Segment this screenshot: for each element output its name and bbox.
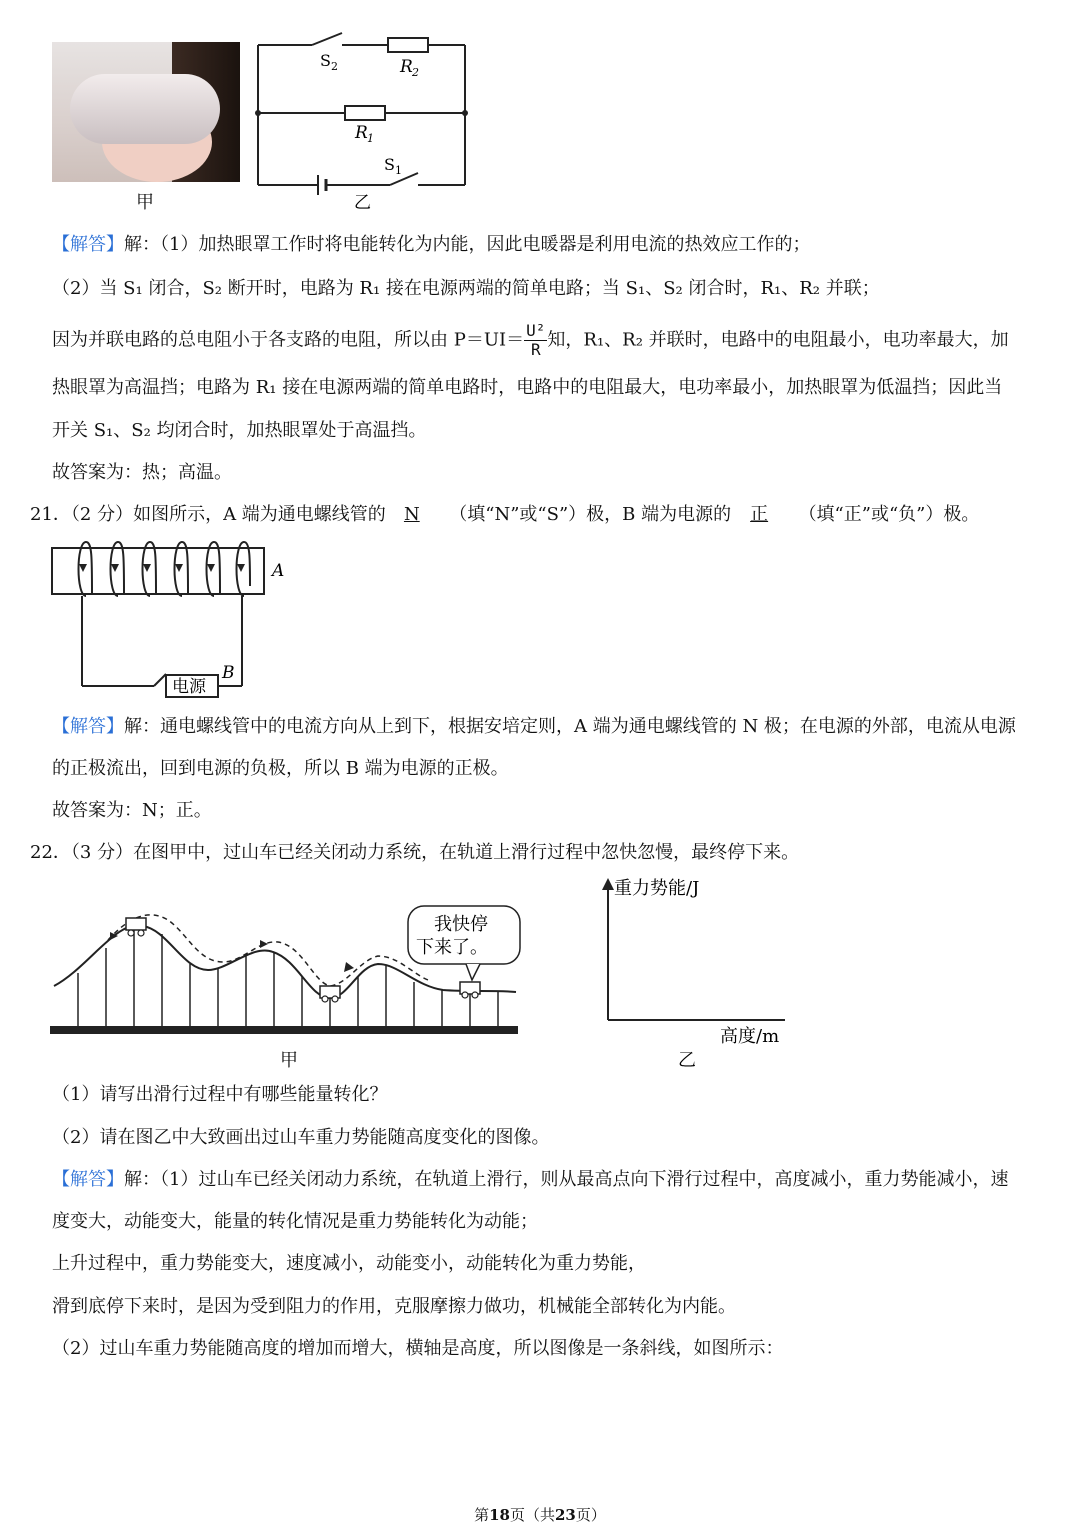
q22-solution-line-1 (52, 1167, 1008, 1193)
page-footer (0, 1504, 1080, 1525)
q22-text-1: 解：（1）过山车已经关闭动力系统，在轨道上滑行，则从最高点向下滑行过程中，高度减小，重力势能减小，速 (124, 1169, 1009, 1190)
answer-tag: 【解答】 (52, 234, 124, 255)
q20-solution-line-3 (52, 322, 1009, 359)
power-formula-fraction (524, 322, 547, 359)
fraction-denominator: R (530, 340, 541, 359)
q22-solution-line-5: （2）过山车重力势能随高度的增加而增大，横轴是高度，所以图像是一条斜线，如图所示： (52, 1338, 784, 1359)
q21-solution-line-1 (52, 714, 1016, 740)
bubble-line-2: 下来了。 (416, 937, 488, 958)
fraction-numerator: U² (526, 321, 546, 340)
junction-right (462, 110, 468, 116)
q21-answer: 故答案为：N；正。 (52, 800, 212, 821)
fig-jia-caption: 甲 (136, 192, 154, 213)
q20-solution-line-5: 开关 S₁、S₂ 均闭合时，加热眼罩处于高温挡。 (52, 420, 427, 441)
q22-solution-line-2: 度变大，动能变大，能量的转化情况是重力势能转化为动能； (52, 1211, 538, 1232)
q22-part-2: （2）请在图乙中大致画出过山车重力势能随高度变化的图像。 (52, 1127, 550, 1148)
footer-middle: 页（共 (509, 1506, 555, 1524)
battery-end-b-label: B (222, 663, 235, 683)
footer-suffix: 页） (575, 1506, 606, 1524)
resistor-r1-label: R (355, 123, 368, 143)
q21-stem-c: （填“正”或“负”）极。 (798, 504, 980, 525)
y-axis-label: 重力势能/J (614, 878, 700, 899)
q20-text-3b: 知，R₁、R₂ 并联时，电路中的电阻最小，电功率最大，加 (547, 329, 1009, 351)
q21-stem (30, 502, 979, 528)
x-axis-label: 高度/m (720, 1026, 780, 1047)
solenoid-diagram (48, 538, 298, 700)
q21-stem-a: 21．（2 分）如图所示，A 端为通电螺线管的 (30, 504, 386, 525)
answer-tag: 【解答】 (52, 716, 124, 737)
q20-text-1: 解：（1）加热眼罩工作时将电能转化为内能，因此电暖器是利用电流的热效应工作的； (124, 234, 811, 255)
switch-s2-sub: 2 (331, 60, 338, 73)
footer-prefix: 第 (474, 1506, 490, 1524)
q22-stem: 22．（3 分）在图甲中，过山车已经关闭动力系统，在轨道上滑行过程中忽快忽慢，最终停下来。 (30, 842, 800, 863)
answer-tag: 【解答】 (52, 1169, 124, 1190)
energy-height-axes (590, 872, 810, 1072)
q21-blank-2: 正 (750, 504, 769, 525)
q22-solution-line-4: 滑到底停下来时，是因为受到阻力的作用，克服摩擦力做功，机械能全部转化为内能。 (52, 1296, 736, 1317)
switch-s1-label: S (384, 155, 395, 174)
q21-solution-line-2: 的正极流出，回到电源的负极，所以 B 端为电源的正极。 (52, 758, 509, 779)
total-pages: 23 (555, 1506, 576, 1524)
switch-s2-label: S (320, 51, 331, 70)
q22-part-1: （1）请写出滑行过程中有哪些能量转化？ (52, 1084, 388, 1105)
q20-text-3a: 因为并联电路的总电阻小于各支路的电阻，所以由 P＝UI＝ (52, 329, 525, 351)
eye-mask-photo (52, 42, 240, 182)
fig-yi-caption-2: 乙 (678, 1050, 696, 1071)
solenoid-end-a-label: A (272, 561, 285, 581)
bubble-line-1: 我快停 (434, 914, 488, 935)
fig-yi-caption: 乙 (354, 193, 371, 213)
eye-mask-shape (70, 74, 220, 144)
page-number: 18 (489, 1506, 510, 1524)
q21-stem-b: （填“N”或“S”）极，B 端为电源的 (449, 504, 732, 525)
q21-blank-1: N (403, 504, 420, 525)
fig-jia-caption-2: 甲 (280, 1050, 298, 1071)
q20-answer: 故答案为：热；高温。 (52, 462, 232, 483)
switch-s1-sub: 1 (395, 164, 402, 177)
q20-solution-line-4: 热眼罩为高温挡；电路为 R₁ 接在电源两端的简单电路时，电路中的电阻最大，电功率最小，加热眼罩为低温挡；因此当 (52, 377, 1003, 398)
resistor-r2-label: R (400, 57, 413, 77)
q22-solution-line-3: 上升过程中，重力势能变大，速度减小，动能变小，动能转化为重力势能， (52, 1253, 646, 1274)
q21-text-1: 解：通电螺线管中的电流方向从上到下，根据安培定则，A 端为通电螺线管的 N 极；在电源的外部，电流从电源 (124, 716, 1016, 737)
resistor-r1-sub: 1 (367, 132, 374, 145)
battery-label: 电源 (172, 677, 206, 697)
resistor-r2-sub: 2 (412, 66, 419, 79)
junction-left (255, 110, 261, 116)
q20-solution-line-1 (52, 232, 810, 258)
q20-solution-line-2: （2）当 S₁ 闭合，S₂ 断开时，电路为 R₁ 接在电源两端的简单电路；当 S₁、S₂ 闭合时，R₁、R₂ 并联； (52, 278, 880, 299)
circuit-diagram (250, 30, 480, 220)
